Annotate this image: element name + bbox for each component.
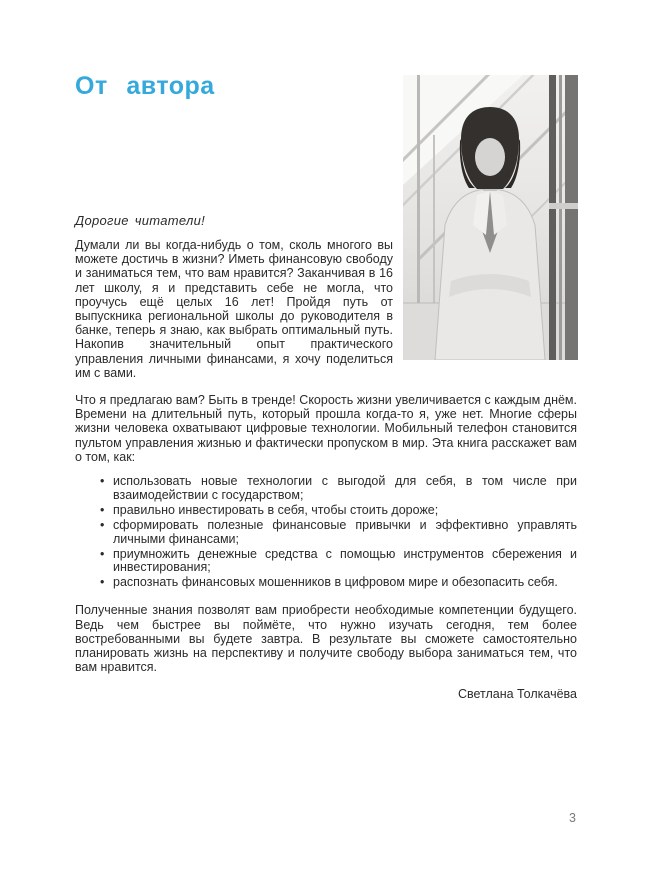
list-item: • использовать новые технологии с выгодой для себя, в том числе при взаимодействии с государством; (100, 475, 577, 503)
list-item: • правильно инвестировать в себя, чтобы стоить дороже; (100, 504, 577, 518)
list-item: • приумножить денежные средства с помощью инструментов сбережения и инвестирования; (100, 548, 577, 576)
list-item: • распознать финансовых мошенников в цифровом мире и обезопасить себя. (100, 576, 577, 590)
page-title: От автора (75, 72, 215, 100)
list-item: • сформировать полезные финансовые привычки и эффективно управлять личными финансами; (100, 519, 577, 547)
bullet-list (100, 475, 577, 590)
salutation: Дорогие читатели! (75, 213, 206, 228)
intro-paragraph: Думали ли вы когда-нибудь о том, сколь многого вы можете достичь в жизни? Иметь финансовую свободу и заниматься тем, что вам нравится? Заканчивая в 16 лет школу, я и представить себе не могла, что проучусь ещё целых 16 лет! Пройдя путь от выпускника региональной школы до руководителя в банке, теперь я знаю, как выбрать оптимальный путь. Накопив значительный опыт практического управления личными финансами, я хочу поделиться им с вами. (75, 238, 393, 380)
closing-paragraph: Полученные знания позволят вам приобрести необходимые компетенции будущего. Ведь чем быстрее вы поймёте, что нужно изучать сегодня, тем более востребованными вы будете завтра. В результате вы сможете самостоятельно планировать жизнь на перспективу и получите свободу выбора заниматься тем, что вам нравится. (75, 603, 577, 675)
author-signature: Светлана Толкачёва (457, 687, 577, 702)
lead-paragraph: Что я предлагаю вам? Быть в тренде! Скорость жизни увеличивается с каждым днём. Времени на длительный путь, который прошла когда-то я, уже нет. Многие сферы жизни человека охватывают цифровые технологии. Мобильный телефон становится пультом управления жизнью и фактически пропуском в мир. Эта книга расскажет вам о том, как: (75, 393, 577, 464)
page-number: 3 (569, 811, 576, 825)
